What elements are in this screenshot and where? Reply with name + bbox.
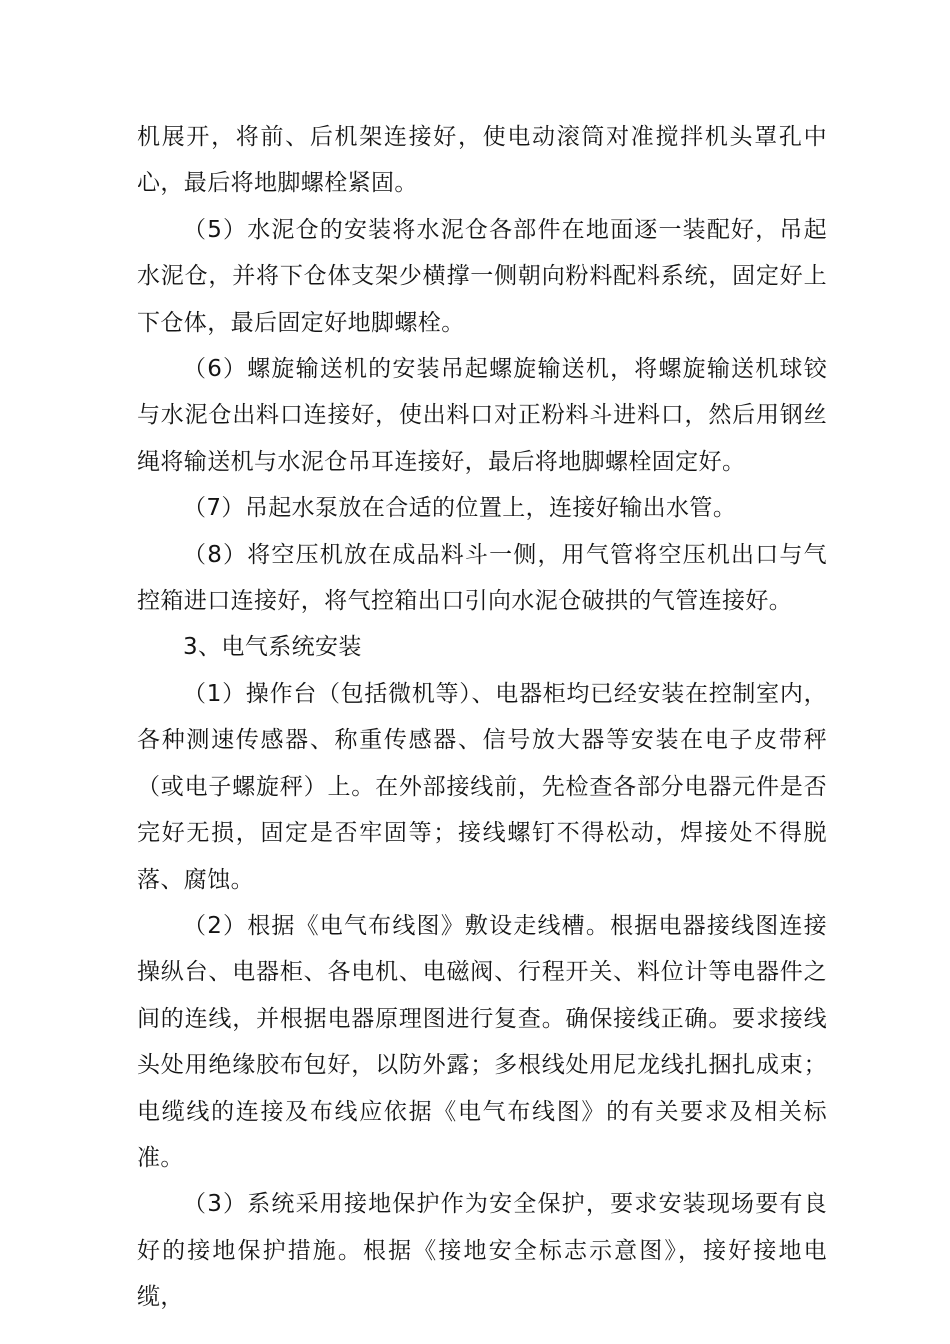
paragraph-item-5-cement-silo: （5）水泥仓的安装将水泥仓各部件在地面逐一装配好，吊起水泥仓，并将下仓体支架少横撑一侧朝向粉料配料系统，固定好上下仓体，最后固定好地脚螺栓。 [137,216,827,336]
paragraph-item-8-air-compressor: （8）将空压机放在成品料斗一侧，用气管将空压机出口与气控箱进口连接好，将气控箱出口引向水泥仓破拱的气管连接好。 [137,541,827,615]
paragraph-item-2-wiring: （2）根据《电气布线图》敷设走线槽。根据电器接线图连接操纵台、电器柜、各电机、电磁阀、行程开关、料位计等电器件之间的连线，并根据电器原理图进行复查。确保接线正确。要求接线头处用绝缘胶布包好，以防外露；多根线处用尼龙线扎捆扎成束；电缆线的连接及布线应依据《电气布线图》的有关要求及相关标准。 [137,912,827,1171]
paragraph-item-6-screw-conveyor: （6）螺旋输送机的安装吊起螺旋输送机，将螺旋输送机球铰与水泥仓出料口连接好，使出料口对正粉料斗进料口，然后用钢丝绳将输送机与水泥仓吊耳连接好，最后将地脚螺栓固定好。 [137,356,827,475]
paragraph-item-7-water-pump: （7）吊起水泵放在合适的位置上，连接好输出水管。 [183,495,737,522]
paragraph-item-1-console: （1）操作台（包括微机等）、电器柜均已经安装在控制室内，各种测速传感器、称重传感器、信号放大器等安装在电子皮带秤（或电子螺旋秤）上。在外部接线前，先检查各部分电器元件是否完好无损，固定是否牢固等；接线螺钉不得松动，焊接处不得脱落、腐蚀。 [137,680,827,893]
paragraph-continuation: 机展开，将前、后机架连接好，使电动滚筒对准搅拌机头罩孔中心，最后将地脚螺栓紧固。 [137,124,827,197]
document-body [137,114,827,1321]
section-heading-electrical: 3、电气系统安装 [183,634,362,661]
paragraph-item-3-grounding: （3）系统采用接地保护作为安全保护，要求安装现场要有良好的接地保护措施。根据《接地安全标志示意图》，接好接地电缆， [137,1191,827,1311]
